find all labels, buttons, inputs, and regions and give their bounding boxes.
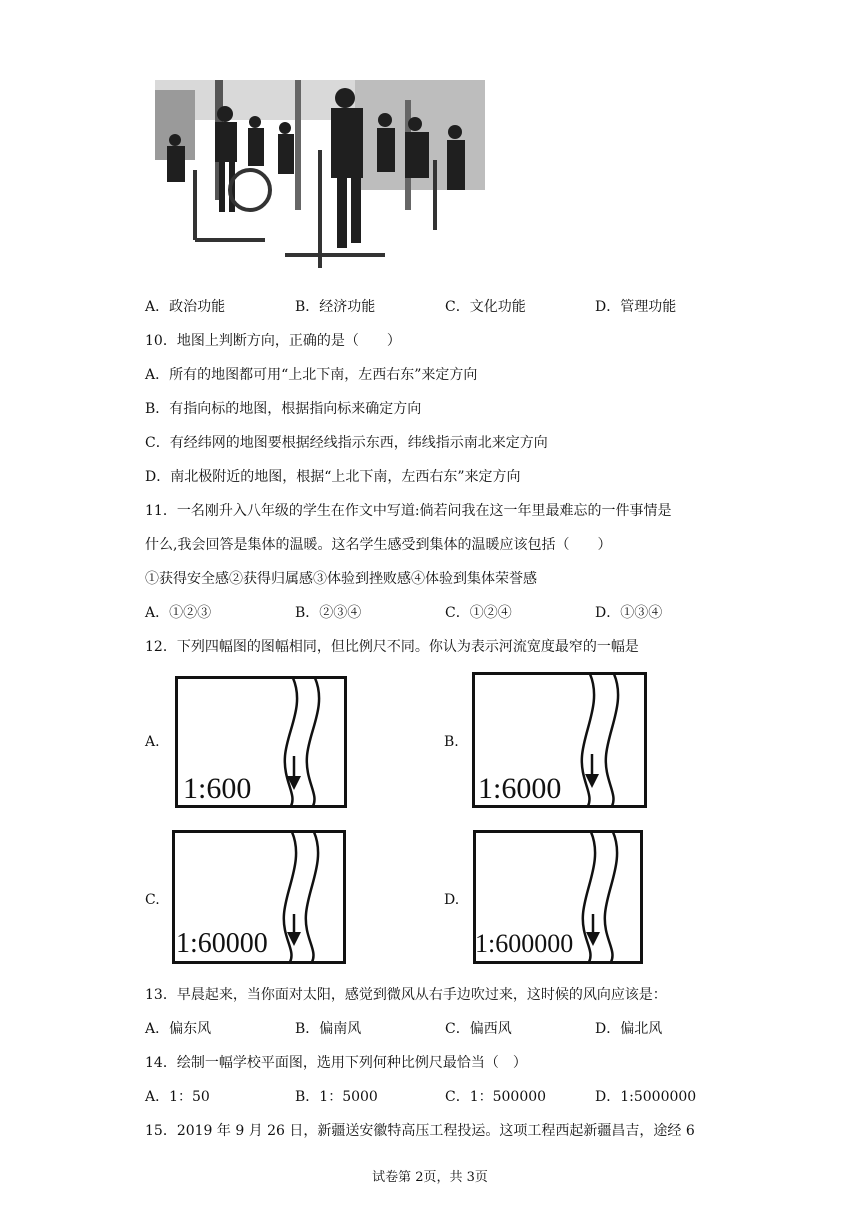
q10-option-d[interactable]: D．南北极附近的地图，根据“上北下南，左西右东”来定方向 [145,469,521,485]
q14-option-c[interactable]: C．1：500000 [445,1089,547,1105]
q12-map-b[interactable] [472,672,647,808]
q10-stem: 10．地图上判断方向，正确的是（ ） [145,333,401,349]
q11-stem-line1: 11．一名刚升入八年级的学生在作文中写道:倘若问我在这一年里最难忘的一件事情是 [145,503,672,519]
q11-items: ①获得安全感②获得归属感③体验到挫败感④体验到集体荣誉感 [145,571,537,587]
q9-option-d[interactable]: D．管理功能 [595,299,677,315]
q12-stem: 12．下列四幅图的图幅相同，但比例尺不同。你认为表示河流宽度最窄的一幅是 [145,639,639,655]
exercise-photo [155,80,485,268]
q10-option-a[interactable]: A．所有的地图都可用“上北下南，左西右东”来定方向 [145,367,478,383]
q12-map-b-scale: 1:6000 [478,772,562,805]
q14-stem: 14．绘制一幅学校平面图，选用下列何种比例尺最恰当（ ） [145,1055,527,1071]
q11-option-a[interactable]: A．①②③ [145,605,212,621]
q15-stem: 15．2019 年 9 月 26 日，新疆送安徽特高压工程投运。这项工程西起新疆昌吉，途经 6 [145,1123,695,1139]
q9-option-c[interactable]: C．文化功能 [445,299,526,315]
q12-map-c[interactable] [172,830,346,964]
q12-map-c-label[interactable]: C. [145,892,160,908]
q9-option-b[interactable]: B．经济功能 [295,299,376,315]
q12-map-a-label[interactable]: A. [145,734,160,750]
q12-map-b-label[interactable]: B. [444,734,459,750]
q14-option-a[interactable]: A．1：50 [145,1089,210,1105]
q13-option-b[interactable]: B．偏南风 [295,1021,362,1037]
q13-option-a[interactable]: A．偏东风 [145,1021,212,1037]
q13-option-d[interactable]: D．偏北风 [595,1021,663,1037]
q12-map-d-label[interactable]: D. [444,892,460,908]
q12-map-d[interactable] [473,830,643,964]
q12-map-a[interactable] [175,676,347,808]
q11-option-c[interactable]: C．①②④ [445,605,512,621]
q14-option-d[interactable]: D．1:5000000 [595,1089,697,1105]
q10-option-b[interactable]: B．有指向标的地图，根据指向标来确定方向 [145,401,422,417]
q11-stem-line2: 什么,我会回答是集体的温暖。这名学生感受到集体的温暖应该包括（ ） [145,537,612,553]
q11-option-d[interactable]: D．①③④ [595,605,663,621]
q9-option-a[interactable]: A．政治功能 [145,299,226,315]
q12-map-d-scale: 1:600000 [475,929,574,958]
q13-option-c[interactable]: C．偏西风 [445,1021,512,1037]
q12-map-a-scale: 1:600 [183,772,252,805]
q14-option-b[interactable]: B．1：5000 [295,1089,378,1105]
page-footer: 试卷第 2页，共 3页 [372,1170,488,1185]
q11-option-b[interactable]: B．②③④ [295,605,362,621]
q12-map-c-scale: 1:60000 [176,928,268,959]
q10-option-c[interactable]: C．有经纬网的地图要根据经线指示东西，纬线指示南北来定方向 [145,435,548,451]
q13-stem: 13．早晨起来，当你面对太阳，感觉到微风从右手边吹过来，这时候的风向应该是： [145,987,667,1003]
